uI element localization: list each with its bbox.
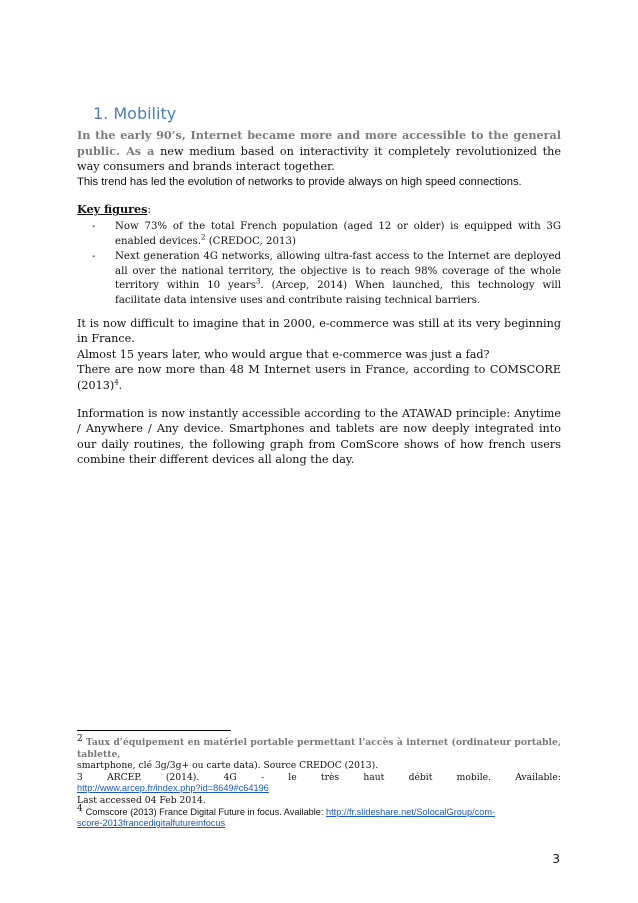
page-number: 3 bbox=[552, 852, 560, 866]
list-item: - Next generation 4G networks, allowing ultra-fast access to the Internet are deployed all over the national territory, the objective is to reach 98% coverage of the whole territory within 10 years$^3$. (Arcep, 2014) When launched, this technology will facilitate data intensive uses and contribute raising technical barriers. bbox=[92, 251, 561, 306]
list-item: - Now 73% of the total French population (aged 12 or older) is equipped with 3G enabled devices.$^2$ (CREDOC, 2013) bbox=[92, 220, 561, 247]
footnote-2: $^2$ Taux d’équipement en matériel portable permettant l’accès à internet (ordinateur portable, tablette, bbox=[77, 733, 561, 760]
ecommerce-line-1: It is now difficult to imagine that in 2000, e-commerce was still at its very beginning in France. bbox=[77, 316, 561, 346]
body-text bbox=[77, 128, 561, 468]
ecommerce-line-2: Almost 15 years later, who would argue that e-commerce was just a fad? bbox=[77, 347, 490, 361]
section-heading: 1. Mobility bbox=[93, 104, 177, 123]
footnote-3: 3 ARCEP. (2014). 4G - le très haut débit mobile. Available: bbox=[77, 771, 561, 783]
key-figures-label: Key figures bbox=[77, 202, 148, 217]
footnote-separator bbox=[77, 730, 231, 731]
key-figures-list bbox=[77, 220, 561, 309]
atawad-paragraph: Information is now instantly accessible according to the ATAWAD principle: Anytime / Anywhere / Any device. Smartphones and tablets are now deeply integrated into our daily routines, the following graph from ComScore shows of how french users combine their different devices all along the day. bbox=[77, 406, 561, 467]
intro-bold-line: In the early 90’s, Internet became more and more accessible to the general public. As a bbox=[77, 128, 561, 158]
footnotes: $^2$ Taux d’équipement en matériel portable permettant l’accès à internet (ordinateur portable, tablette, smartphone, clé 3g/3g+ ou carte data). Source CREDOC (2013). 3 ARCEP. (2014). 4G - le très haut débit mobile. Available: http://www.arcep.fr/index.php?id=8649#c64196 Last accessed 04 Feb 2014. $^4$ Comscore (2013) France Digital Future in focus. Available: http://fr.slideshare.net/SolocalGroup/com- score-2013francedigitalfutureinfocus bbox=[77, 733, 561, 829]
intro-paragraph bbox=[77, 128, 561, 175]
footnote-4: $^4$ Comscore (2013) France Digital Future in focus. Available: http://fr.slideshare.net/SolocalGroup/com- bbox=[77, 803, 496, 817]
slideshare-link[interactable]: http://fr.slideshare.net/SolocalGroup/com- bbox=[326, 806, 496, 817]
ecommerce-line-3: There are now more than 48 M Internet users in France, according to COMSCORE $(2013)^4$. bbox=[77, 363, 561, 392]
arcep-link[interactable]: http://www.arcep.fr/index.php?id=8649#c64196 bbox=[77, 783, 269, 794]
key-figures-heading: Key figures: bbox=[77, 202, 152, 217]
intro-rest: new medium based on interactivity it completely revolutionized the way consumers and brands interact together. bbox=[77, 144, 561, 174]
slideshare-link-continued[interactable]: score-2013francedigitalfutureinfocus bbox=[77, 818, 226, 829]
trend-paragraph: This trend has led the evolution of networks to provide always on high speed connections. bbox=[77, 175, 522, 188]
